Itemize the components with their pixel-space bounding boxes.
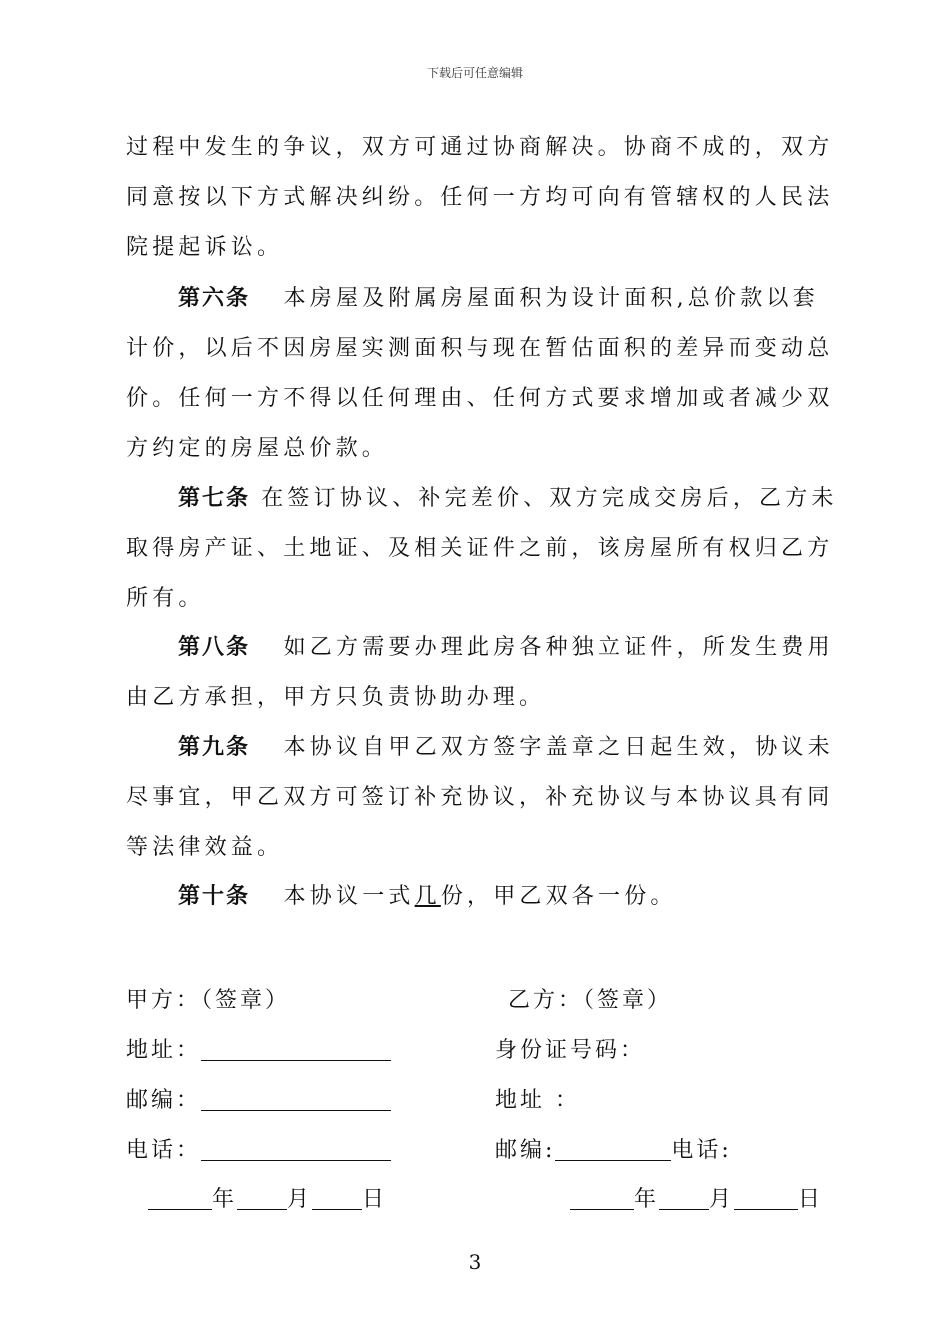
day-label: 日 bbox=[798, 1187, 824, 1212]
party-b-zip-phone bbox=[495, 1133, 732, 1164]
article-10 bbox=[126, 871, 842, 922]
article-text-pre: 本协议一式 bbox=[283, 884, 415, 909]
phone-label: 电话: bbox=[671, 1138, 732, 1163]
zip-label: 邮编: bbox=[495, 1138, 556, 1163]
address-label: 地址： bbox=[126, 1038, 202, 1063]
party-a-phone bbox=[126, 1133, 391, 1164]
article-9 bbox=[126, 722, 842, 873]
day-label: 日 bbox=[362, 1187, 388, 1212]
party-a-address bbox=[126, 1033, 391, 1064]
article-title: 第七条 bbox=[178, 485, 251, 511]
party-a-label: 甲方：（签章） bbox=[126, 988, 291, 1013]
zip-blank[interactable] bbox=[201, 1088, 391, 1111]
article-title: 第十条 bbox=[178, 883, 251, 909]
zip-label: 邮编： bbox=[126, 1088, 202, 1113]
party-b-date bbox=[570, 1182, 823, 1213]
article-6 bbox=[126, 273, 842, 474]
article-title: 第九条 bbox=[178, 734, 251, 760]
party-a-zip bbox=[126, 1083, 391, 1114]
year-label: 年 bbox=[634, 1187, 660, 1212]
paragraph-continuation bbox=[126, 123, 842, 273]
page-number: 3 bbox=[468, 1250, 482, 1274]
address-blank[interactable] bbox=[201, 1038, 391, 1061]
article-text: 本协议自甲乙双方签字盖章之日起生效，协议未尽事宜，甲乙双方可签订补充协议，补充协议与本协议具有同等法律效益。 bbox=[126, 735, 834, 860]
day-blank[interactable] bbox=[312, 1187, 362, 1210]
phone-label: 电话： bbox=[126, 1138, 202, 1163]
day-blank[interactable] bbox=[734, 1187, 798, 1210]
month-blank[interactable] bbox=[659, 1187, 709, 1210]
party-b-address: 地址 ： bbox=[495, 1088, 580, 1113]
paragraph-text: 过程中发生的争议，双方可通过协商解决。协商不成的，双方同意按以下方式解决纠纷。任何一方均可向有管辖权的人民法院提起诉讼。 bbox=[126, 135, 834, 260]
page-header: 下载后可任意编辑 bbox=[426, 66, 523, 80]
article-text: 本房屋及附属房屋面积为设计面积,总价款以套计价，以后不因房屋实测面积与现在暂估面积的差异而变动总价。任何一方不得以任何理由、任何方式要求增加或者减少双方约定的房屋总价款。 bbox=[126, 286, 834, 461]
phone-blank[interactable] bbox=[201, 1138, 391, 1161]
month-label: 月 bbox=[287, 1187, 313, 1212]
month-label: 月 bbox=[709, 1187, 735, 1212]
article-text: 在签订协议、补完差价、双方完成交房后，乙方未取得房产证、土地证、及相关证件之前，该房屋所有权归乙方所有。 bbox=[126, 486, 838, 611]
article-text-post: 份，甲乙双各一份。 bbox=[440, 884, 677, 909]
party-a-date bbox=[148, 1182, 387, 1213]
year-blank[interactable] bbox=[570, 1187, 634, 1210]
year-blank[interactable] bbox=[148, 1187, 212, 1210]
year-label: 年 bbox=[212, 1187, 238, 1212]
month-blank[interactable] bbox=[237, 1187, 287, 1210]
copies-number: 几 bbox=[414, 884, 441, 909]
article-title: 第八条 bbox=[178, 634, 251, 660]
zip-blank[interactable] bbox=[555, 1138, 671, 1161]
party-b-label: 乙方：（签章） bbox=[508, 988, 673, 1013]
party-b-id: 身份证号码： bbox=[495, 1038, 646, 1063]
article-7 bbox=[126, 473, 842, 624]
article-8 bbox=[126, 622, 842, 723]
article-title: 第六条 bbox=[178, 285, 251, 311]
article-text: 如乙方需要办理此房各种独立证件，所发生费用由乙方承担，甲方只负责协助办理。 bbox=[126, 635, 834, 710]
